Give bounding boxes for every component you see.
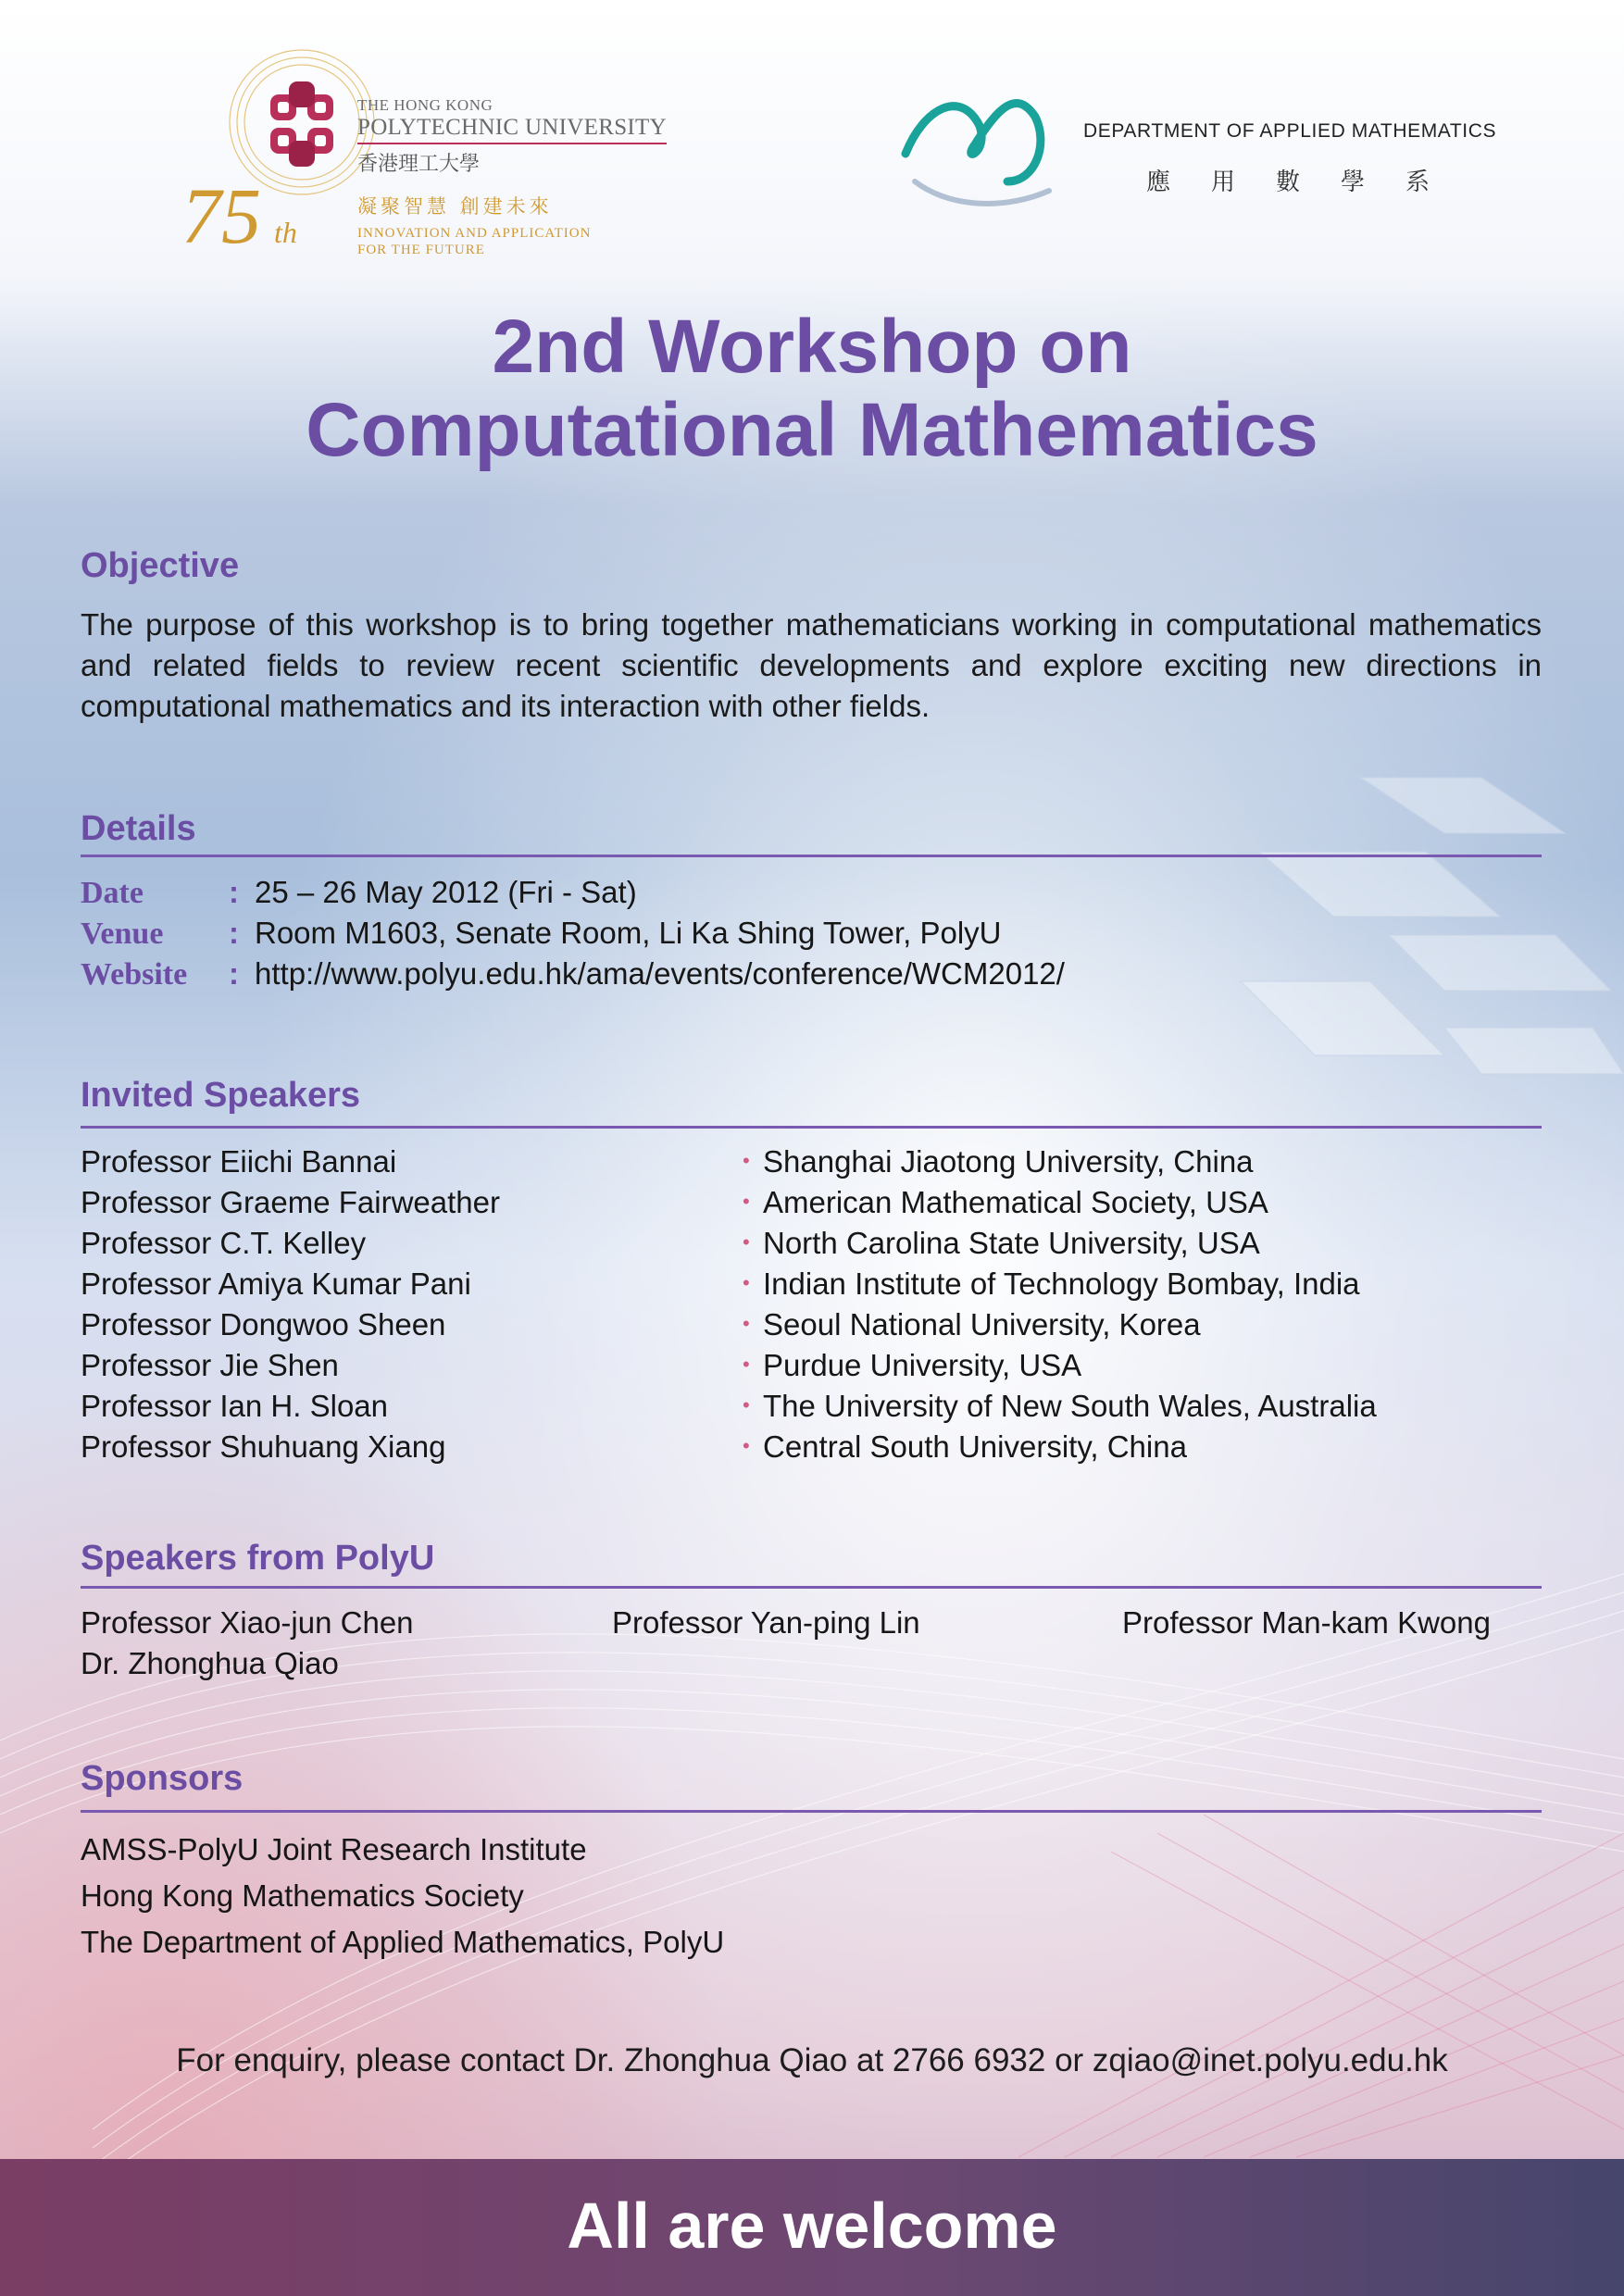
invited-speakers-divider [81, 1126, 1542, 1129]
sponsors-heading: Sponsors [81, 1759, 244, 1798]
speaker-name: Professor Jie Shen [81, 1348, 339, 1382]
department-name-cn: 應用數學系 [1146, 168, 1471, 196]
title-line2: Computational Mathematics [306, 388, 1318, 472]
details-heading: Details [81, 809, 196, 848]
speaker-name: Professor Graeme Fairweather [81, 1185, 500, 1219]
department-wordmark [1083, 120, 1496, 197]
polyu-slogan-en-1: INNOVATION AND APPLICATION [357, 226, 592, 241]
polyu-slogan-en-2: FOR THE FUTURE [357, 243, 485, 257]
title-line1: 2nd Workshop on [492, 305, 1132, 389]
sponsors-divider [81, 1810, 1542, 1813]
detail-label: Date [81, 876, 144, 910]
invited-speakers-heading: Invited Speakers [81, 1076, 361, 1115]
ama-logo [896, 89, 1063, 214]
detail-colon: : [229, 916, 239, 950]
footer-welcome: All are welcome [567, 2190, 1057, 2262]
speaker-name: Professor C.T. Kelley [81, 1226, 367, 1260]
bullet-icon: • [743, 1190, 750, 1214]
detail-value: 25 – 26 May 2012 (Fri - Sat) [255, 875, 637, 909]
polyu-speaker: Professor Man-kam Kwong [1122, 1605, 1491, 1640]
detail-label: Website [81, 957, 188, 992]
polyu-speakers-divider [81, 1586, 1542, 1589]
bullet-icon: • [743, 1230, 750, 1254]
speaker-affiliation: • Central South University, China [743, 1427, 1187, 1469]
speaker-name: Professor Amiya Kumar Pani [81, 1267, 471, 1301]
speaker-name: Professor Ian H. Sloan [81, 1389, 388, 1423]
bullet-icon: • [743, 1149, 750, 1173]
detail-colon: : [229, 875, 239, 909]
objective-text: The purpose of this workshop is to bring together mathematicians working in computational mathematics and related fields to review recent scientific developments and explore exciting new directions in computational mathematics and its interaction with other fields. [81, 607, 1542, 723]
detail-row-venue [81, 913, 1002, 955]
speaker-name: Professor Eiichi Bannai [81, 1144, 397, 1179]
speaker-name: Professor Shuhuang Xiang [81, 1429, 446, 1464]
objective-heading: Objective [81, 546, 240, 585]
bullet-icon: • [743, 1312, 750, 1336]
polyu-speaker: Professor Yan-ping Lin [612, 1605, 920, 1640]
detail-row-date [81, 872, 637, 914]
anniversary-suffix: th [274, 216, 297, 249]
department-name-en: DEPARTMENT OF APPLIED MATHEMATICS [1083, 120, 1497, 142]
bullet-icon: • [743, 1393, 750, 1417]
detail-value: Room M1603, Senate Room, Li Ka Shing Tower, PolyU [255, 916, 1002, 950]
detail-label: Venue [81, 917, 164, 951]
speaker-affiliation: • Shanghai Jiaotong University, China [743, 1142, 1254, 1184]
enquiry-text: For enquiry, please contact Dr. Zhonghua Qiao at 2766 6932 or zqiao@inet.polyu.edu.hk [176, 2042, 1448, 2078]
polyu-speaker: Dr. Zhonghua Qiao [81, 1646, 339, 1680]
polyu-speaker: Professor Xiao-jun Chen [81, 1605, 414, 1640]
speaker-affiliation: • The University of New South Wales, Australia [743, 1386, 1377, 1429]
speaker-affiliation: • Purdue University, USA [743, 1345, 1081, 1388]
polyu-line1: THE HONG KONG [357, 96, 493, 114]
polyu-wordmark [357, 96, 667, 258]
anniversary-number: 75 [181, 171, 261, 259]
polyu-speakers-heading: Speakers from PolyU [81, 1539, 435, 1578]
speaker-name: Professor Dongwoo Sheen [81, 1307, 446, 1341]
bullet-icon: • [743, 1434, 750, 1458]
polyu-line3: 香港理工大學 [357, 153, 481, 176]
website-link[interactable]: http://www.polyu.edu.hk/ama/events/conference/WCM2012/ [255, 956, 1065, 991]
bullet-icon: • [743, 1271, 750, 1295]
sponsor-item: The Department of Applied Mathematics, PolyU [81, 1925, 725, 1959]
speaker-affiliation: • American Mathematical Society, USA [743, 1182, 1268, 1225]
sponsor-item: AMSS-PolyU Joint Research Institute [81, 1832, 587, 1866]
details-divider [81, 855, 1542, 857]
detail-colon: : [229, 956, 239, 991]
bullet-icon: • [743, 1353, 750, 1377]
page-title [0, 306, 1624, 472]
polyu-line2: POLYTECHNIC UNIVERSITY [357, 115, 667, 144]
speaker-affiliation: • Seoul National University, Korea [743, 1304, 1201, 1347]
speaker-affiliation: • North Carolina State University, USA [743, 1223, 1260, 1266]
detail-row-website [81, 954, 1065, 995]
speaker-affiliation: • Indian Institute of Technology Bombay, India [743, 1264, 1360, 1306]
sponsor-item: Hong Kong Mathematics Society [81, 1878, 524, 1913]
polyu-slogan-cn: 凝聚智慧 創建未來 [357, 195, 553, 218]
